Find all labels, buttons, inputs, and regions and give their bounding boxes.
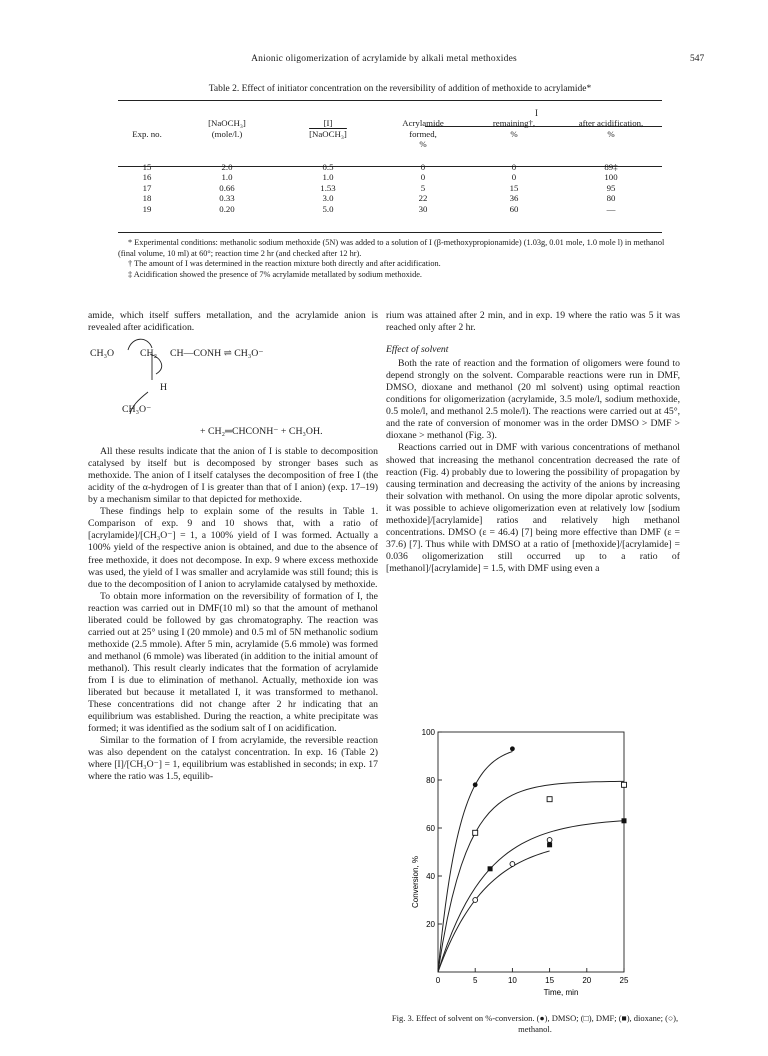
data-point <box>622 818 627 823</box>
right-column <box>386 310 680 575</box>
x-tick-label: 25 <box>619 976 629 985</box>
table-cell: 100 <box>604 172 618 182</box>
table-row <box>118 204 662 215</box>
col-header: remaining†, <box>492 118 536 128</box>
scheme-ch-conh: CH—CONH ⇌ CH₃O⁻ <box>170 348 264 360</box>
y-axis-label: Conversion, % <box>411 855 420 909</box>
col-header: [NaOCH₃] <box>309 128 347 139</box>
table-cell: 0.33 <box>219 193 235 203</box>
table-caption: Table 2. Effect of initiator concentration on the reversibility of addition of methoxide to acrylamide* <box>208 84 592 94</box>
page-number: 547 <box>690 54 705 64</box>
x-tick-label: 5 <box>472 976 478 985</box>
table-cell: 80 <box>606 193 616 203</box>
series-line-methanol <box>438 851 550 972</box>
table-cell: 36 <box>509 193 519 203</box>
x-tick-label: 15 <box>545 976 555 985</box>
table-cell: 17 <box>142 182 152 193</box>
col-header: [NaOCH₃] <box>208 118 246 128</box>
table-row <box>118 162 662 173</box>
y-tick-label: 20 <box>426 920 435 929</box>
table-cell: 0 <box>420 172 426 182</box>
y-tick-label: 100 <box>421 728 435 737</box>
section-heading: Effect of solvent <box>386 344 449 356</box>
table-top-rule <box>118 100 662 101</box>
col-header: [I] <box>323 118 333 128</box>
running-title: Anionic oligomerization of acrylamide by alkali metal methoxides <box>251 54 517 64</box>
table-cell: — <box>606 203 616 214</box>
table-cell: 0 <box>420 161 426 172</box>
reaction-scheme <box>88 334 378 446</box>
data-point <box>510 746 515 751</box>
col-header: Acrylamide <box>402 118 444 128</box>
left-intro: amide, which itself suffers metallation, and the acrylamide anion is revealed after acidification. <box>88 310 378 334</box>
table-cell: 0.5 <box>322 161 334 172</box>
left-column <box>88 310 378 783</box>
data-point <box>547 838 552 843</box>
data-point <box>473 782 478 787</box>
y-tick-label: 40 <box>426 872 435 881</box>
table-header-row-1 <box>118 118 662 129</box>
col-header <box>118 139 176 150</box>
table-row <box>118 193 662 204</box>
left-paragraph: Similar to the formation of I from acrylamide, the reversible reaction was also dependent on the catalyst concentration. In exp. 16 (Table 2) where [I]/[CH₃O⁻] = 1, equilibrium was established in seconds; in exp. 17 where the ratio was 1.5, equilib- <box>88 735 378 783</box>
figure-3-chart <box>400 726 660 1010</box>
col-header: % <box>510 128 518 139</box>
x-axis-label: Time, min <box>543 988 579 997</box>
footnote-star: * Experimental conditions: methanolic sodium methoxide (5N) was added to a solution of I (β-methoxypropionamide) (1.03g, 0.01 mole, 1.0 mole l) in methanol (final volume, 10 ml) at 60°; reaction time 2 hr (and checked after 12 hr). <box>118 238 665 258</box>
series-line-dioxane <box>438 821 624 972</box>
data-point <box>622 782 627 787</box>
data-point <box>488 866 493 871</box>
table-cell: 15 <box>509 182 519 193</box>
y-tick-label: 80 <box>426 776 435 785</box>
table-cell: 2.0 <box>221 161 233 172</box>
table-cell: 0 <box>511 161 517 172</box>
scheme-ch3o: CH₃O <box>90 348 115 360</box>
table-header-row-3 <box>118 139 662 150</box>
right-paragraph: Both the rate of reaction and the formation of oligomers were found to depend strongly on the solvent. Comparable reactions were run in DMF, DMSO, dioxane and methanol (20 ml solvent) using optimal reaction conditions for oligomerization (acrylamide, 3.5 mole/l, sodium methoxide, 0.5 mole/l, and methanol 2.5 mole/l). The reactions were carried out at 45°, and the rate of conversion of monomer was in the order DMSO > DMF > dioxane > methanol (Fig. 3). <box>386 358 680 442</box>
table-row <box>118 172 662 183</box>
table-footnotes <box>118 238 666 280</box>
col-header <box>278 139 378 150</box>
table-cell: 1.0 <box>322 172 334 182</box>
col-header <box>560 139 662 150</box>
data-point <box>510 862 515 867</box>
col-header: formed, <box>409 128 437 139</box>
figure-caption: Fig. 3. Effect of solvent on %-conversion. (●), DMSO; (□), DMF; (■), dioxane; (○), methanol. <box>391 1013 679 1034</box>
scheme-h: H <box>160 382 168 394</box>
table-cell: 89‡ <box>604 161 618 172</box>
table-cell: 22 <box>418 193 428 203</box>
data-point <box>473 898 478 903</box>
scheme-methoxide: CH₃O⁻ <box>122 404 152 416</box>
table-bottom-rule <box>118 232 662 233</box>
footnote-dagger: † The amount of I was determined in the reaction mixture both directly and after acidification. <box>128 259 441 268</box>
table-cell: 95 <box>606 182 616 193</box>
col-header: after acidification, <box>578 118 644 128</box>
table-cell: 18 <box>142 193 152 203</box>
table-cell: 0.66 <box>219 182 235 193</box>
right-intro: rium was attained after 2 min, and in exp. 19 where the ratio was 5 it was reached only after 2 hr. <box>386 310 680 334</box>
col-header <box>468 139 560 150</box>
y-tick-label: 60 <box>426 824 435 833</box>
table-cell: 15 <box>142 161 152 172</box>
table-2 <box>118 118 662 214</box>
x-tick-label: 0 <box>435 976 441 985</box>
table-cell: 0 <box>511 172 517 182</box>
x-tick-label: 20 <box>582 976 592 985</box>
left-paragraph: All these results indicate that the anion of I is stable to decomposition catalysed by itself but is decomposed by stronger bases such as methoxide. The anion of I itself catalyses the decomposition of free I (the acidity of the α-hydrogen of I is greater than that of I anion) (exp. 17–19) by a mechanism similar to that depicted for methoxide. <box>88 446 378 506</box>
col-header: % <box>419 139 427 149</box>
scheme-products: + CH₂═CHCONH⁻ + CH₃OH. <box>200 426 323 438</box>
col-header: (mole/l.) <box>211 128 243 139</box>
table-row <box>118 183 662 194</box>
table-cell: 30 <box>418 203 428 214</box>
left-paragraph: To obtain more information on the reversibility of formation of I, the reaction was carried out in DMF(10 ml) so that the amount of methanol liberated could be followed by gas chromatography. The reaction was carried out at 25° using I (20 mmole) and 0.5 ml of 5N methanolic sodium methoxide (2.5 mmole). After 5 min, acrylamide (5.6 mmole) was formed and methanol (6 mmole) was liberated (in addition to the initial amount of methanol). This result clearly indicates that the formation of acrylamide from I is due to elimination of methanol. Actually, methoxide ion was liberated but because it metallated I, it was transformed to methanol. These concentrations did not change after 2 hr indicating that an equilibrium was established. During the reaction, a white precipitate was formed; it was identified as the sodium salt of I on acidification. <box>88 590 378 735</box>
data-point <box>473 830 478 835</box>
col-header <box>118 118 176 129</box>
col-header <box>176 139 278 150</box>
table-cell: 5.0 <box>322 203 334 214</box>
table-cell: 1.53 <box>320 182 336 193</box>
table-cell: 1.0 <box>221 172 233 182</box>
right-paragraph: Reactions carried out in DMF with various concentrations of methanol showed that increasing the methanol concentration decreased the rate of reaction (Fig. 4) probably due to lowering the possibility of propagation by causing termination and decreasing the activity of the anions by increasing their solvation with methanol. On using the more dipolar aprotic solvents, it was possible to achieve oligomerization even at relatively low [sodium methoxide]/[acrylamide] ratios and relatively high methanol concentrations. DMSO (ε = 46.4) [7] being more effective than DMF (ε = 37.6) [7]. Thus while with DMSO at a ratio of [methoxide]/[acrylamide] = 0.036 oligomerization still occurred up to a ratio of [methanol]/[acrylamide] = 1.5, with DMF using even a <box>386 442 680 574</box>
scheme-ch2: CH₂ <box>140 348 158 360</box>
left-paragraph: These findings help to explain some of the results in Table 1. Comparison of exp. 9 and 10 shows that, with a ratio of [acrylamide]/[CH₃O⁻] = 1, a 100% yield of I was formed. Actually a 100% yield of the respective anion is obtained, and due to the absence of free methoxide, it does not decompose. In exp. 9 where excess methoxide was used, the yield of I was smaller and acrylamide was still found; this is due to the decomposition of I anion to acrylamide catalysed by methoxide. <box>88 506 378 590</box>
footnote-ddagger: ‡ Acidification showed the presence of 7% acrylamide metallated by sodium methoxide. <box>128 269 422 279</box>
table-cell: 3.0 <box>322 193 334 203</box>
col-header: % <box>607 128 615 139</box>
x-tick-label: 10 <box>507 976 517 985</box>
col-header: Exp. no. <box>132 128 162 139</box>
data-point <box>547 842 552 847</box>
table-cell: 16 <box>142 172 152 182</box>
table-cell: 0.20 <box>219 203 235 214</box>
table-cell: 60 <box>509 203 519 214</box>
group-header-I: I <box>535 108 538 118</box>
table-cell: 19 <box>142 203 152 214</box>
table-header-row-2 <box>118 129 662 140</box>
table-cell: 5 <box>420 182 426 193</box>
series-line-dmf <box>438 781 624 972</box>
data-point <box>547 797 552 802</box>
